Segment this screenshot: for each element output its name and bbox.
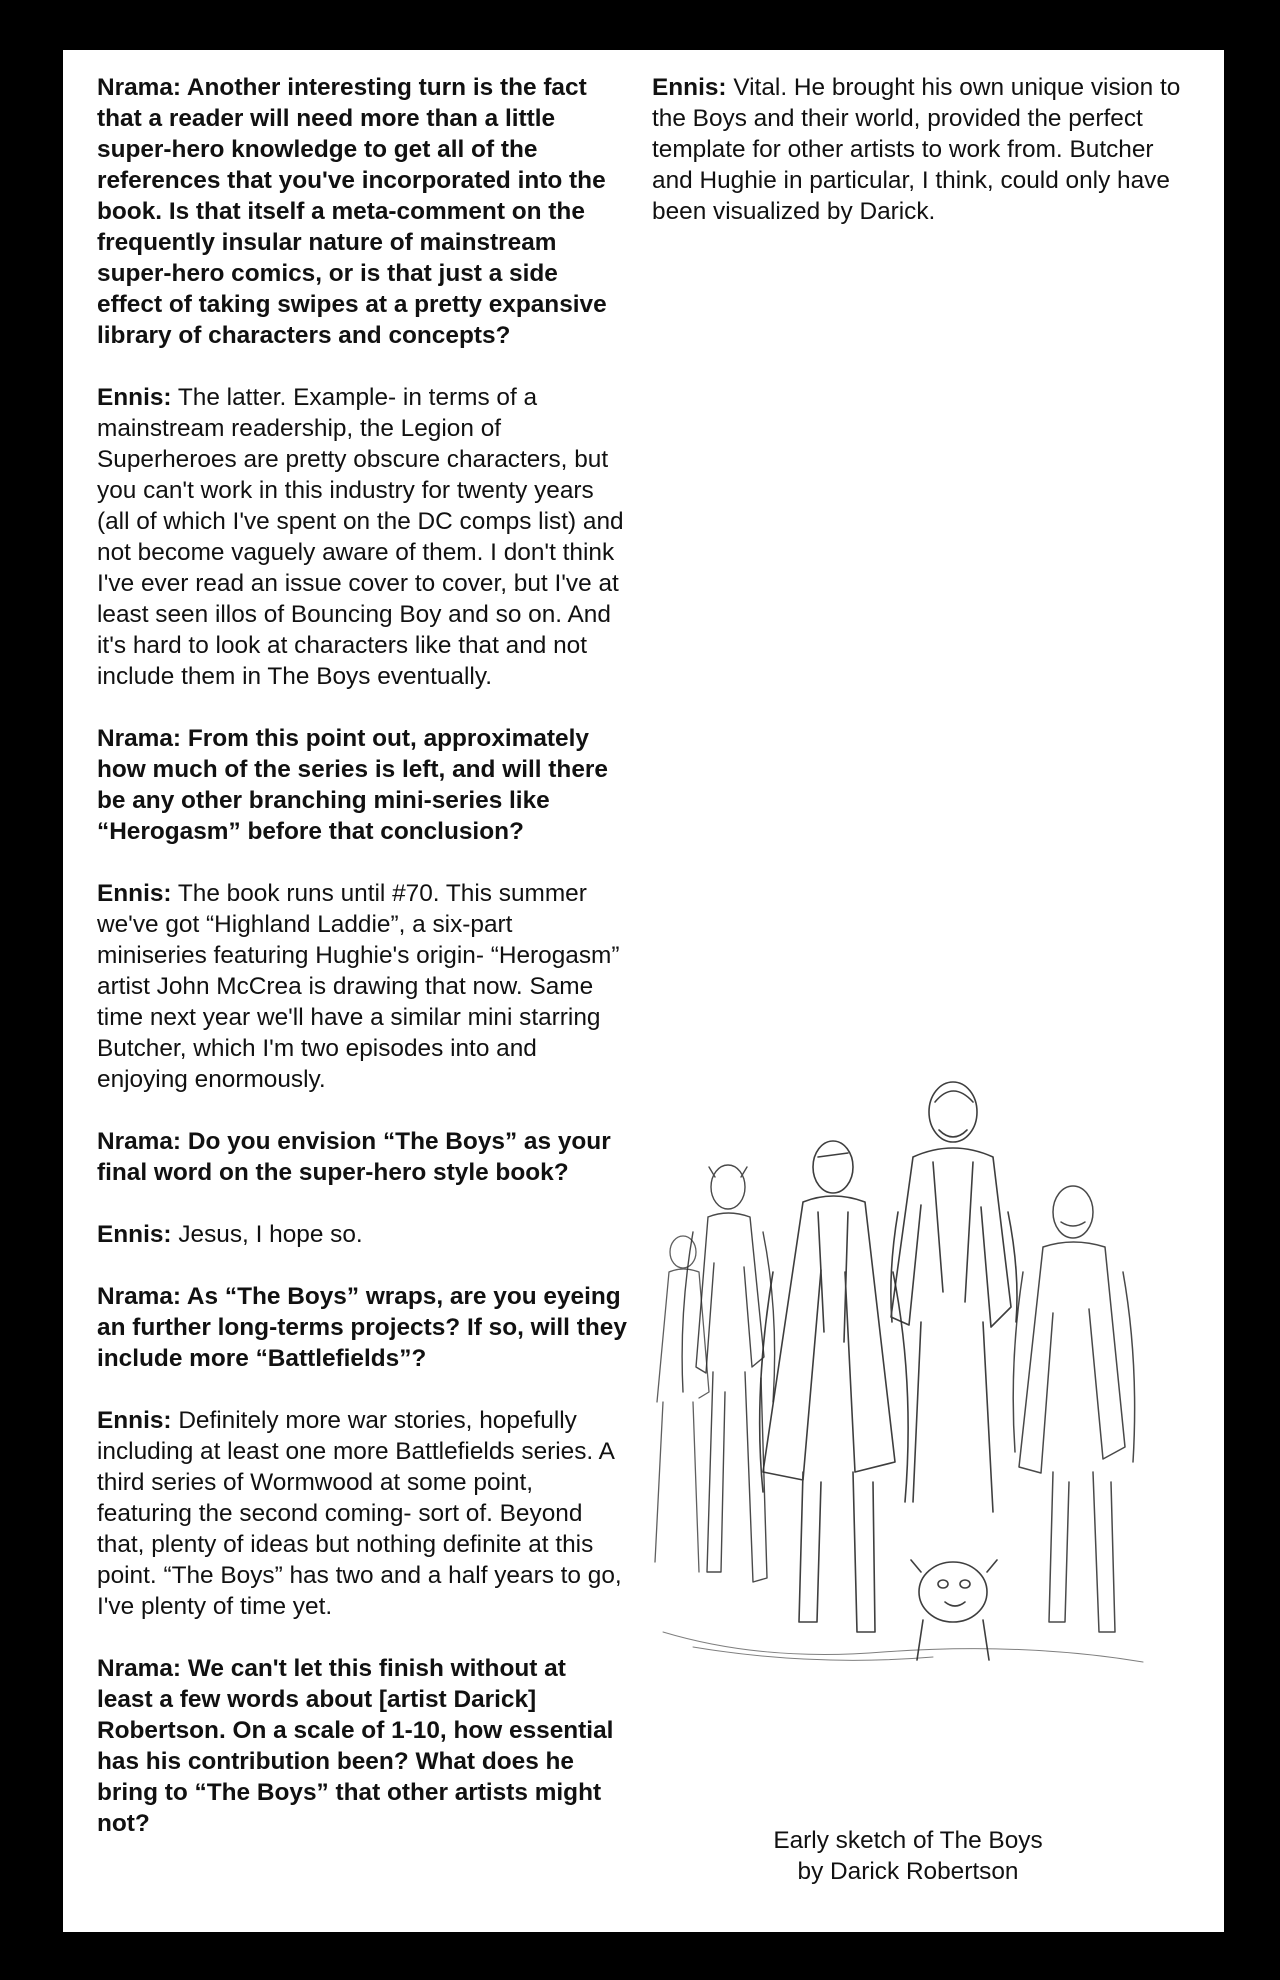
interview-answer: [97, 1405, 627, 1622]
page: [63, 50, 1224, 1932]
sketch-illustration: [653, 1072, 1158, 1672]
speaker-label: Nrama:: [97, 725, 182, 752]
sketch-caption: [703, 1825, 1113, 1887]
sketch-figure-center: [760, 1141, 908, 1632]
speaker-label: Nrama:: [97, 1655, 182, 1682]
speaker-label: Ennis:: [652, 74, 727, 101]
answer-text: Jesus, I hope so.: [178, 1221, 363, 1248]
answer-text: Definitely more war stories, hopefully including at least one more Battlefields series. A third series of Wormwood at some point, featuring the second coming- sort of. Beyond that, plenty of ideas but nothing definite at this point. “The Boys” has two and a half years to go, I've plenty of time yet.: [97, 1407, 622, 1620]
interview-question: [97, 1281, 627, 1374]
question-text: Another interesting turn is the fact that a reader will need more than a little super-hero knowledge to get all of the references that you've incorporated into the book. Is that itself a meta-comment on the frequently insular nature of mainstream super-hero comics, or is that just a side effect of taking swipes at a pretty expansive library of characters and concepts?: [97, 74, 607, 349]
interview-answer: [652, 72, 1192, 227]
question-text: Do you envision “The Boys” as your final word on the super-hero style book?: [97, 1128, 611, 1186]
interview-answer: [97, 382, 627, 692]
interview-answer: [97, 1219, 627, 1250]
interview-question: [97, 72, 627, 351]
speaker-label: Ennis:: [97, 384, 172, 411]
caption-line: Early sketch of The Boys: [773, 1827, 1043, 1854]
sketch-figure-tall: [891, 1082, 1017, 1512]
speaker-label: Ennis:: [97, 880, 172, 907]
speaker-label: Nrama:: [97, 74, 182, 101]
interview-question: [97, 723, 627, 847]
answer-text: Vital. He brought his own unique vision to the Boys and their world, provided the perfect template for other artists to work from. Butcher and Hughie in particular, I think, could only have been visualized by Darick.: [652, 74, 1181, 225]
question-text: As “The Boys” wraps, are you eyeing an further long-terms projects? If so, will they include more “Battlefields”?: [97, 1283, 627, 1372]
interview-answer: [97, 878, 627, 1095]
speaker-label: Nrama:: [97, 1128, 182, 1155]
sketch-ground: [663, 1632, 1143, 1662]
question-text: We can't let this finish without at least a few words about [artist Darick] Robertson. On a scale of 1-10, how essential has his contribution been? What does he bring to “The Boys” that other artists might not?: [97, 1655, 614, 1837]
sketch-figure-right: [1013, 1186, 1134, 1632]
interview-question: [97, 1126, 627, 1188]
caption-line: by Darick Robertson: [797, 1858, 1019, 1885]
speaker-label: Nrama:: [97, 1283, 182, 1310]
right-column: [652, 72, 1192, 258]
sketch-figure-small: [655, 1236, 709, 1572]
speaker-label: Ennis:: [97, 1407, 172, 1434]
answer-text: The book runs until #70. This summer we've got “Highland Laddie”, a six-part miniseries featuring Hughie's origin- “Herogasm” artist John McCrea is drawing that now. Same time next year we'll have a similar mini starring Butcher, which I'm two episodes into and enjoying enormously.: [97, 880, 620, 1093]
left-column: [97, 72, 627, 1870]
interview-question: [97, 1653, 627, 1839]
answer-text: The latter. Example- in terms of a mainstream readership, the Legion of Superheroes are pretty obscure characters, but you can't work in this industry for twenty years (all of which I've spent on the DC comps list) and not become vaguely aware of them. I don't think I've ever read an issue cover to cover, but I've at least seen illos of Bouncing Boy and so on. And it's hard to look at characters like that and not include them in The Boys eventually.: [97, 384, 624, 690]
sketch-dog: [911, 1560, 997, 1660]
question-text: From this point out, approximately how much of the series is left, and will there be any other branching mini-series like “Herogasm” before that conclusion?: [97, 725, 608, 845]
speaker-label: Ennis:: [97, 1221, 172, 1248]
